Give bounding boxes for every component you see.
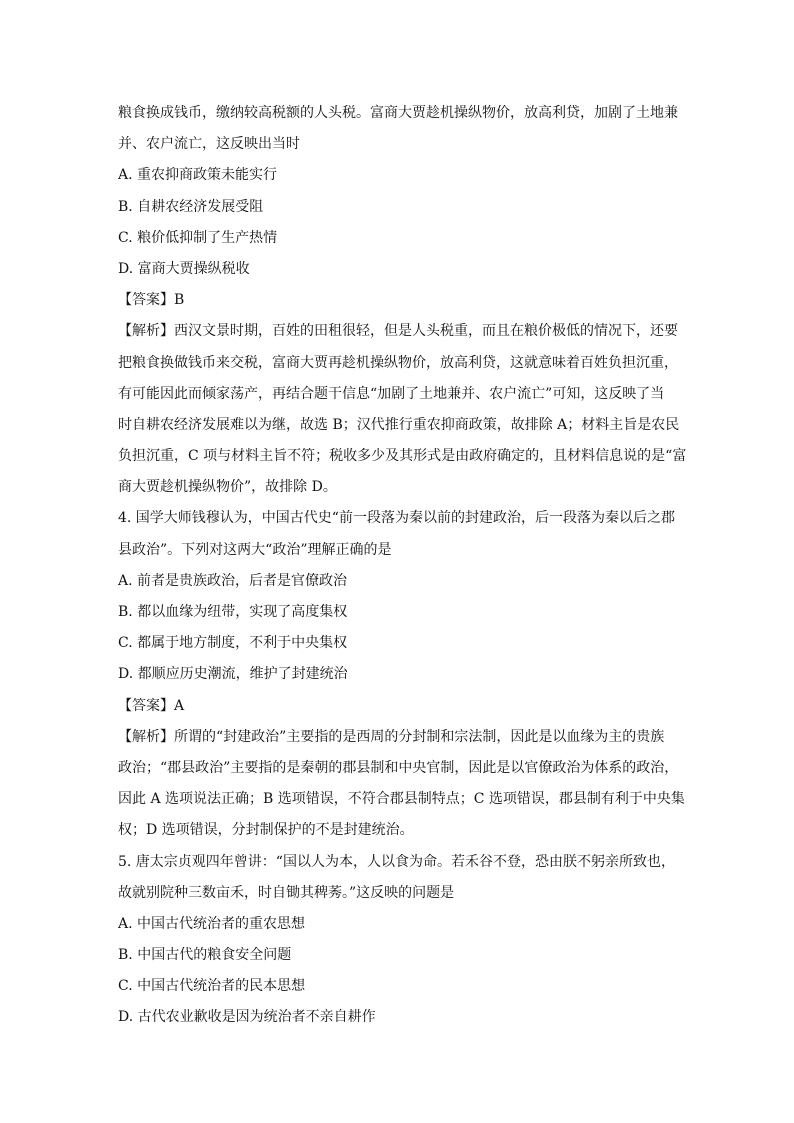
option-c: C. 中国古代统治者的民本思想	[118, 978, 306, 995]
analysis-line: 【解析】西汉文景时期，百姓的田租很轻，但是人头税重，而且在粮价极低的情况下，还要	[118, 323, 678, 340]
option-b: B. 中国古代的粮食安全问题	[118, 947, 292, 964]
analysis-line: 因此 A 选项说法正确；B 选项错误，不符合郡县制特点；C 选项错误，郡县制有利于中央集	[118, 791, 685, 808]
analysis-line: 负担沉重，C 项与材料主旨不符；税收多少及其形式是由政府确定的，且材料信息说的是“富	[118, 448, 687, 465]
option-b: B. 自耕农经济发展受阻	[118, 198, 264, 215]
question-5-line: 5. 唐太宗贞观四年曾讲：“国以人为本，人以食为命。若禾谷不登，恐由朕不躬亲所致也，	[118, 853, 675, 870]
option-a: A. 中国古代统治者的重农思想	[118, 915, 306, 932]
answer-line: 【答案】B	[118, 292, 185, 309]
text-line: 粮食换成钱币，缴纳较高税额的人头税。富商大贾趁机操纵物价，放高利贷，加剧了土地兼	[118, 105, 678, 121]
analysis-line: 【解析】所谓的“封建政治”主要指的是西周的分封制和宗法制，因此是以血缘为主的贵族	[118, 728, 665, 745]
question-4-line: 4. 国学大师钱穆认为，中国古代史“前一段落为秦以前的封建政治，后一段落为秦以后之郡	[118, 510, 675, 527]
answer-line: 【答案】A	[118, 697, 185, 714]
option-c: C. 都属于地方制度，不利于中央集权	[118, 635, 348, 652]
question-4-line: 县政治”。下列对这两大“政治”理解正确的是	[118, 541, 392, 558]
option-b: B. 都以血缘为纽带，实现了高度集权	[118, 604, 348, 620]
option-d: D. 都顺应历史潮流，维护了封建统治	[118, 666, 348, 683]
analysis-line: 有可能因此而倾家荡产，再结合题干信息“加剧了土地兼并、农户流亡”可知，这反映了当	[118, 385, 665, 402]
analysis-line: 权；D 选项错误，分封制保护的不是封建统治。	[118, 822, 414, 839]
document-body	[118, 98, 688, 1034]
question-5-line: 故就别院种三数亩禾，时自锄其稗莠。”这反映的问题是	[118, 884, 455, 901]
analysis-line: 商大贾趁机操纵物价”，故排除 D。	[118, 479, 337, 496]
option-d: D. 古代农业歉收是因为统治者不亲自耕作	[118, 1009, 376, 1026]
text-line: 并、农户流亡，这反映出当时	[118, 136, 300, 153]
analysis-line: 时自耕农经济发展难以为继，故选 B；汉代推行重农抑商政策，故排除 A；材料主旨是农民	[118, 416, 680, 433]
option-d: D. 富商大贾操纵税收	[118, 260, 250, 277]
analysis-line: 政治；“郡县政治”主要指的是秦朝的郡县制和中央官制，因此是以官僚政治为体系的政治，	[118, 759, 679, 776]
option-c: C. 粮价低抑制了生产热情	[118, 229, 278, 246]
option-a: A. 前者是贵族政治，后者是官僚政治	[118, 572, 348, 589]
option-a: A. 重农抑商政策未能实行	[118, 167, 278, 184]
analysis-line: 把粮食换做钱币来交税，富商大贾再趁机操纵物价，放高利贷，这就意味着百姓负担沉重，	[118, 354, 678, 371]
